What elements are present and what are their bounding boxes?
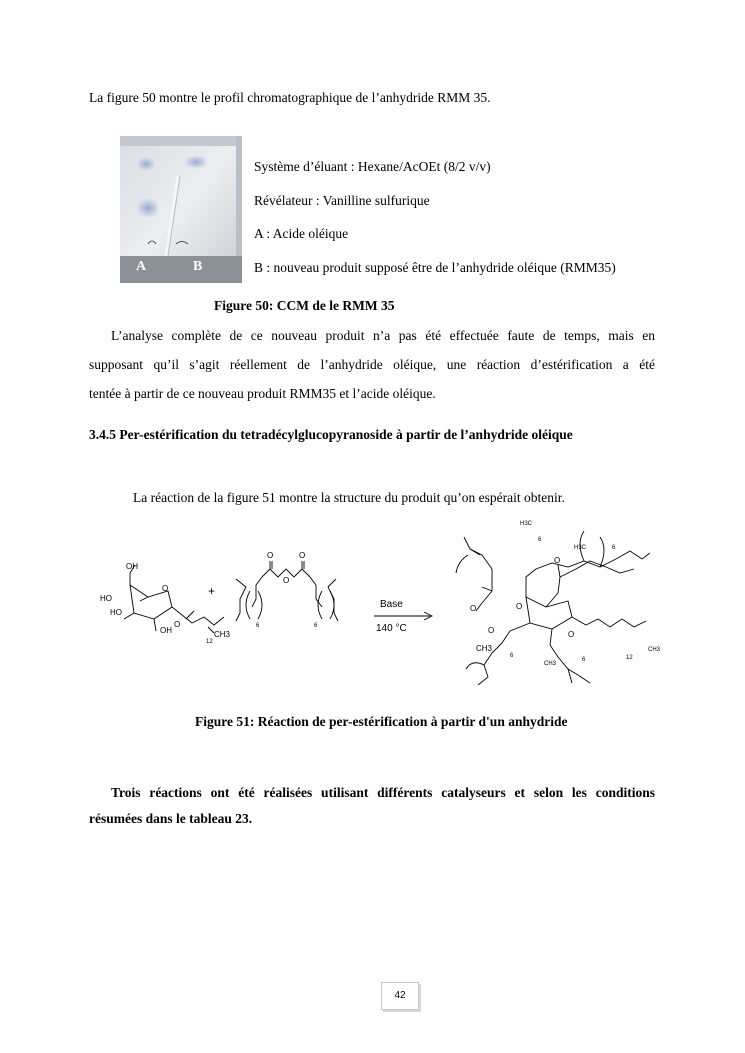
scheme-ho-2: HO: [110, 608, 122, 617]
scheme-arrow-temperature: 140 °C: [376, 623, 407, 634]
tlc-legend-b: B : nouveau produit supposé être de l’anhydride oléique (RMM35): [254, 260, 616, 275]
scheme-anh-o-1: O: [267, 551, 274, 560]
scheme-arrow-base: Base: [380, 599, 403, 610]
tlc-lane-b-label: B: [193, 259, 203, 274]
scheme-n6-6: 6: [582, 657, 586, 663]
paragraph-1-line-3: tentée à partir de ce nouveau produit RMM35 et l’acide oléique.: [89, 386, 436, 401]
paragraph-1-line-2: supposant qu’il s’agit réellement de l’anhydride oléique, une réaction d’estérification a été: [89, 357, 655, 372]
scheme-ring-o: O: [162, 584, 169, 593]
scheme-plus: +: [208, 584, 216, 598]
scheme-ch3-1: CH3: [214, 630, 231, 639]
scheme-ho-1: HO: [100, 594, 112, 603]
scheme-n12-1: 12: [206, 639, 213, 645]
scheme-prod-o-5: O: [568, 630, 575, 639]
scheme-n6-2: 6: [314, 623, 318, 629]
reaction-scheme: [90, 515, 700, 695]
tlc-revelator: Révélateur : Vanilline sulfurique: [254, 193, 430, 208]
paragraph-2: La réaction de la figure 51 montre la structure du produit qu’on espérait obtenir.: [133, 490, 565, 505]
tlc-legend-a: A : Acide oléique: [254, 226, 349, 241]
scheme-anh-o-3: O: [299, 551, 306, 560]
scheme-n6-1: 6: [256, 623, 260, 629]
paragraph-3-line-2: résumées dans le tableau 23.: [89, 811, 253, 826]
figure-51-caption: Figure 51: Réaction de per-estérification à partir d'un anhydride: [195, 714, 568, 729]
scheme-ether-o: O: [174, 620, 181, 629]
tlc-eluent-system: Système d’éluant : Hexane/AcOEt (8/2 v/v): [254, 159, 491, 174]
tlc-plate-image: [120, 136, 242, 283]
paragraph-1-line-1: L’analyse complète de ce nouveau produit n’a pas été effectuée faute de temps, mais en: [111, 328, 655, 343]
scheme-n6-3: 6: [538, 537, 542, 543]
scheme-oh-2: OH: [160, 626, 172, 635]
paragraph-3-line-1: Trois réactions ont été réalisées utilisant différents catalyseurs et selon les conditions: [111, 785, 655, 800]
page-number: 42: [381, 982, 419, 1010]
scheme-n6-4: 6: [612, 545, 616, 551]
scheme-ch3-3: CH3: [544, 661, 557, 667]
scheme-prod-o-4: O: [488, 626, 495, 635]
scheme-ch3-2: CH3: [476, 644, 493, 653]
section-heading: 3.4.5 Per-estérification du tetradécylglucopyranoside à partir de l’anhydride oléique: [89, 427, 573, 442]
scheme-anh-o-2: O: [283, 576, 290, 585]
figure-50-caption: Figure 50: CCM de le RMM 35: [214, 298, 395, 313]
scheme-prod-o-2: O: [516, 602, 523, 611]
scheme-h3c-2: H3C: [574, 545, 587, 551]
scheme-n12-2: 12: [626, 655, 633, 661]
scheme-prod-o-3: O: [554, 556, 561, 565]
tlc-lane-a-label: A: [136, 259, 147, 274]
scheme-oh-1: OH: [126, 562, 138, 571]
scheme-n6-5: 6: [510, 653, 514, 659]
scheme-ch3-4: CH3: [648, 647, 661, 653]
scheme-h3c-1: H3C: [520, 521, 533, 527]
intro-text: La figure 50 montre le profil chromatographique de l’anhydride RMM 35.: [89, 90, 491, 105]
scheme-prod-o-1: O: [470, 604, 477, 613]
